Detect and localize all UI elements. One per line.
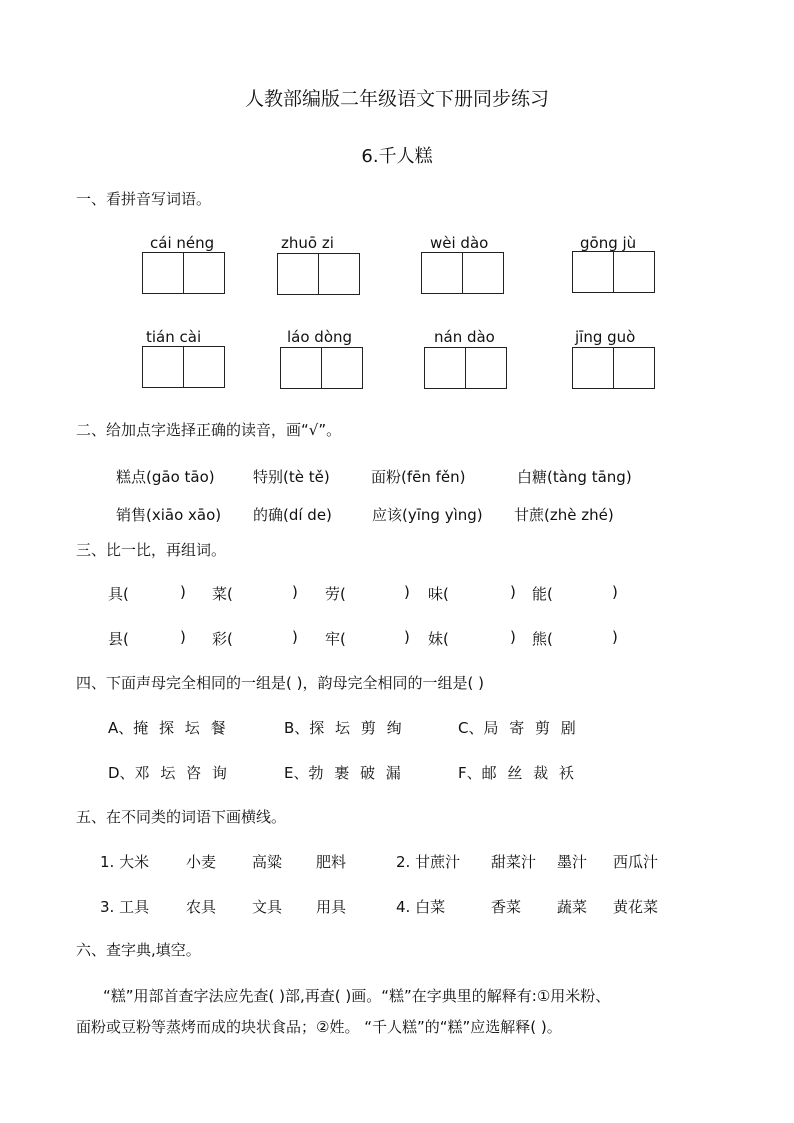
compare-char: 能( — [532, 585, 553, 603]
word-item[interactable]: 文具 — [252, 898, 283, 916]
grid-cell[interactable] — [573, 348, 613, 388]
pinyin-label: jīng guò — [575, 328, 636, 346]
reading-choice[interactable]: 糕点(gāo tāo) — [116, 468, 215, 486]
word-item[interactable]: 2. 甘蔗汁 — [396, 853, 461, 871]
grid-cell[interactable] — [613, 252, 654, 292]
page-title: 人教部编版二年级语文下册同步练习 — [244, 88, 549, 110]
word-item[interactable]: 用具 — [316, 898, 347, 916]
compare-char: 牢( — [325, 630, 346, 648]
reading-choice[interactable]: 应该(yīng yìng) — [372, 506, 483, 524]
word-item[interactable]: 小麦 — [186, 853, 217, 871]
option-a[interactable]: A、掩 探 坛 餐 — [108, 719, 226, 737]
reading-choice[interactable]: 的确(dí de) — [253, 506, 332, 524]
grid-cell[interactable] — [183, 253, 224, 293]
section-4-heading: 四、下面声母完全相同的一组是( )，韵母完全相同的一组是( ) — [76, 674, 484, 692]
answer-blank[interactable]: ) — [292, 628, 298, 646]
option-c[interactable]: C、局 寄 剪 剧 — [458, 719, 576, 737]
option-e[interactable]: E、勃 裹 破 漏 — [284, 764, 401, 782]
reading-choice[interactable]: 销售(xiāo xāo) — [116, 506, 222, 524]
writing-grid[interactable] — [280, 347, 363, 389]
grid-cell[interactable] — [613, 348, 654, 388]
grid-cell[interactable] — [573, 252, 613, 292]
grid-cell[interactable] — [425, 348, 465, 388]
reading-choice[interactable]: 甘蔗(zhè zhé) — [514, 506, 614, 524]
compare-char: 菜( — [212, 585, 233, 603]
compare-char: 劳( — [325, 585, 346, 603]
grid-cell[interactable] — [422, 253, 462, 293]
writing-grid[interactable] — [142, 346, 225, 388]
compare-char: 妹( — [428, 630, 449, 648]
word-item[interactable]: 4. 白菜 — [396, 898, 446, 916]
grid-cell[interactable] — [143, 253, 183, 293]
reading-choice[interactable]: 面粉(fēn fěn) — [371, 468, 466, 486]
grid-cell[interactable] — [318, 254, 359, 294]
dictionary-question-line-1: “糕”用部首查字法应先查( )部,再查( )画。“糕”在字典里的解释有:①用米粉、 — [103, 987, 611, 1005]
compare-char: 彩( — [212, 630, 233, 648]
grid-cell[interactable] — [281, 348, 321, 388]
pinyin-label: láo dòng — [287, 328, 353, 346]
answer-blank[interactable]: ) — [612, 628, 618, 646]
answer-blank[interactable]: ) — [292, 583, 298, 601]
grid-cell[interactable] — [321, 348, 362, 388]
writing-grid[interactable] — [277, 253, 360, 295]
grid-cell[interactable] — [465, 348, 506, 388]
pinyin-label: tián cài — [146, 328, 202, 346]
word-item[interactable]: 甜菜汁 — [491, 853, 537, 871]
answer-blank[interactable]: ) — [510, 628, 516, 646]
section-3-heading: 三、比一比，再组词。 — [76, 541, 227, 559]
writing-grid[interactable] — [421, 252, 504, 294]
word-item[interactable]: 3. 工具 — [100, 898, 150, 916]
answer-blank[interactable]: ) — [180, 628, 186, 646]
word-item[interactable]: 农具 — [186, 898, 217, 916]
grid-cell[interactable] — [183, 347, 224, 387]
section-5-heading: 五、在不同类的词语下画横线。 — [76, 808, 287, 826]
pinyin-label: wèi dào — [430, 234, 489, 252]
option-d[interactable]: D、邓 坛 咨 询 — [108, 764, 227, 782]
compare-char: 具( — [108, 585, 129, 603]
grid-cell[interactable] — [143, 347, 183, 387]
word-item[interactable]: 高粱 — [252, 853, 283, 871]
word-item[interactable]: 西瓜汁 — [613, 853, 659, 871]
writing-grid[interactable] — [572, 251, 655, 293]
option-b[interactable]: B、探 坛 剪 绚 — [284, 719, 402, 737]
answer-blank[interactable]: ) — [612, 583, 618, 601]
reading-choice[interactable]: 白糖(tàng tāng) — [517, 468, 632, 486]
compare-char: 县( — [108, 630, 129, 648]
answer-blank[interactable]: ) — [180, 583, 186, 601]
answer-blank[interactable]: ) — [404, 628, 410, 646]
reading-choice[interactable]: 特别(tè tě) — [253, 468, 330, 486]
compare-char: 熊( — [532, 630, 553, 648]
dictionary-question-line-2: 面粉或豆粉等蒸烤而成的块状食品；②姓。 “千人糕”的“糕”应选解释( )。 — [76, 1018, 562, 1036]
word-item[interactable]: 1. 大米 — [100, 853, 150, 871]
word-item[interactable]: 墨汁 — [557, 853, 588, 871]
pinyin-label: gōng jù — [580, 234, 637, 252]
answer-blank[interactable]: ) — [404, 583, 410, 601]
writing-grid[interactable] — [142, 252, 225, 294]
pinyin-label: nán dào — [434, 328, 495, 346]
section-6-heading: 六、查字典,填空。 — [76, 941, 201, 959]
answer-blank[interactable]: ) — [510, 583, 516, 601]
grid-cell[interactable] — [462, 253, 503, 293]
pinyin-label: cái néng — [150, 234, 215, 252]
lesson-title: 6.千人糕 — [361, 146, 433, 167]
writing-grid[interactable] — [572, 347, 655, 389]
word-item[interactable]: 肥料 — [316, 853, 347, 871]
option-f[interactable]: F、邮 丝 裁 袄 — [458, 764, 574, 782]
grid-cell[interactable] — [278, 254, 318, 294]
compare-char: 味( — [428, 585, 449, 603]
word-item[interactable]: 香菜 — [491, 898, 522, 916]
pinyin-label: zhuō zi — [281, 234, 334, 252]
writing-grid[interactable] — [424, 347, 507, 389]
word-item[interactable]: 蔬菜 — [557, 898, 588, 916]
section-1-heading: 一、看拼音写词语。 — [76, 190, 212, 208]
word-item[interactable]: 黄花菜 — [613, 898, 659, 916]
section-2-heading: 二、给加点字选择正确的读音，画“√”。 — [76, 421, 342, 439]
